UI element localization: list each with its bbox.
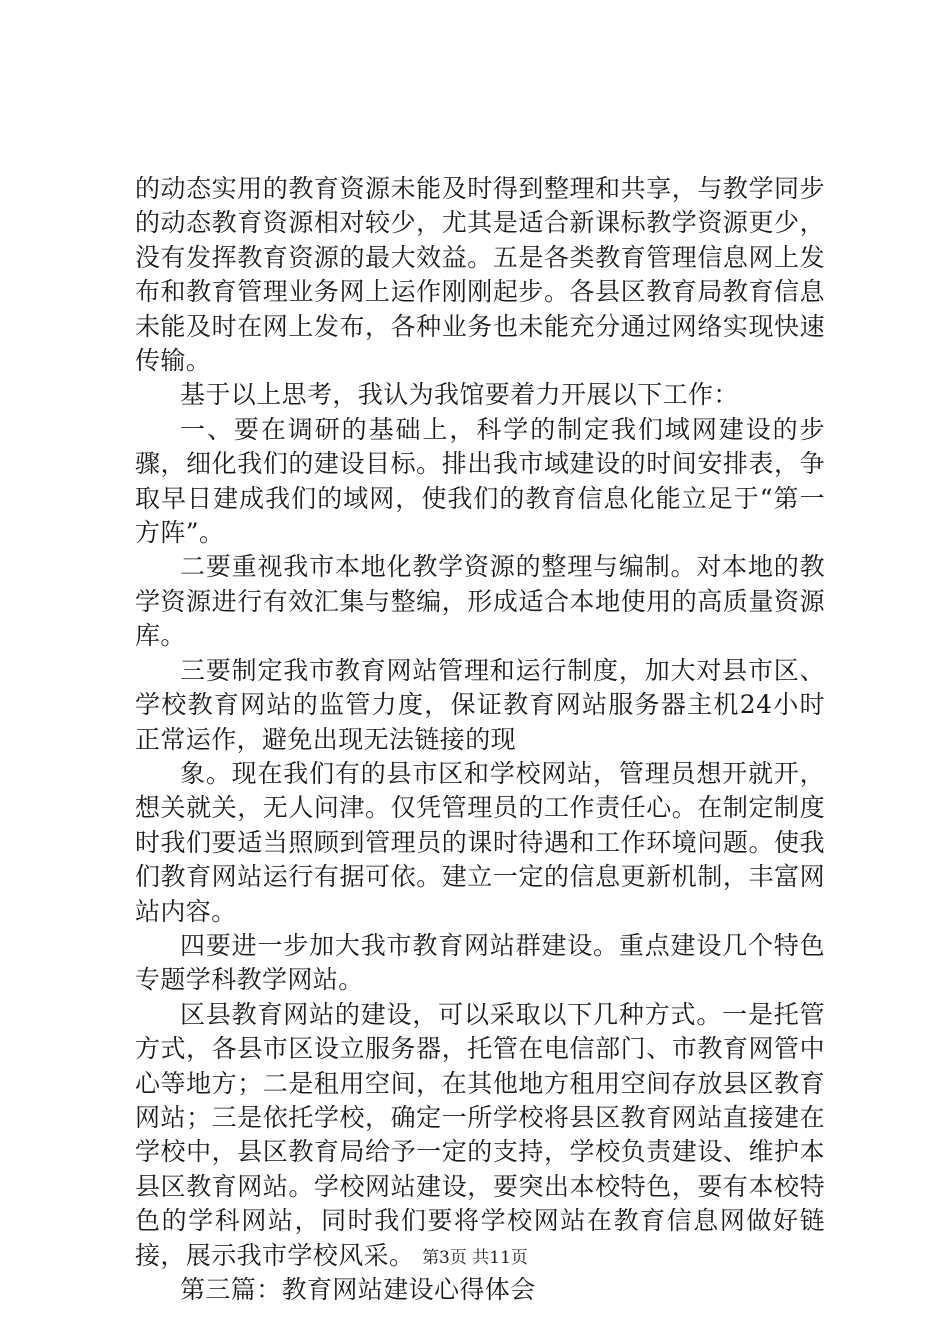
document-body [135, 172, 825, 1307]
paragraph-item-3: 三要制定我市教育网站管理和运行制度，加大对县市区、学校教育网站的监管力度，保证教育网站服务器主机24小时正常运作，避免出现无法链接的现 [135, 655, 825, 754]
paragraph-continuation: 的动态实用的教育资源未能及时得到整理和共享，与教学同步的动态教育资源相对较少，尤其是适合新课标教学资源更少，没有发挥教育资源的最大效益。五是各类教育管理信息网上发布和教育管理业务网上运作刚刚起步。各县区教育局教育信息未能及时在网上发布，各种业务也未能充分通过网络实现快速传输。 [135, 174, 825, 376]
page-number-footer: 第3页 共11页 [422, 1248, 528, 1268]
paragraph-item-3-continued: 象。现在我们有的县市区和学校网站，管理员想开就开，想关就关，无人问津。仅凭管理员的工作责任心。在制定制度时我们要适当照顾到管理员的课时待遇和工作环境问题。使我们教育网站运行有据可依。建立一定的信息更新机制，丰富网站内容。 [135, 758, 825, 926]
paragraph-item-4: 四要进一步加大我市教育网站群建设。重点建设几个特色专题学科教学网站。 [135, 930, 825, 995]
paragraph-district-sites: 区县教育网站的建设，可以采取以下几种方式。一是托管方式，各县市区设立服务器，托管在电信部门、市教育网管中心等地方；二是租用空间，在其他地方租用空间存放县区教育网站；三是依托学校，确定一所学校将县区教育网站直接建在学校中，县区教育局给予一定的支持，学校负责建设、维护本县区教育网站。学校网站建设，要突出本校特色，要有本校特色的学科网站，同时我们要将学校网站在教育信息网做好链接，展示我市学校风采。 [135, 999, 825, 1270]
paragraph-item-1: 一、要在调研的基础上，科学的制定我们域网建设的步骤，细化我们的建设目标。排出我市域建设的时间安排表，争取早日建成我们的域网，使我们的教育信息化能立足于“第一方阵”。 [135, 414, 825, 548]
paragraph-intro: 基于以上思考，我认为我馆要着力开展以下工作： [180, 380, 739, 410]
section-heading: 第三篇：教育网站建设心得体会 [180, 1275, 536, 1304]
paragraph-item-2: 二要重视我市本地化教学资源的整理与编制。对本地的教学资源进行有效汇集与整编，形成适合本地使用的高质量资源库。 [135, 552, 825, 651]
